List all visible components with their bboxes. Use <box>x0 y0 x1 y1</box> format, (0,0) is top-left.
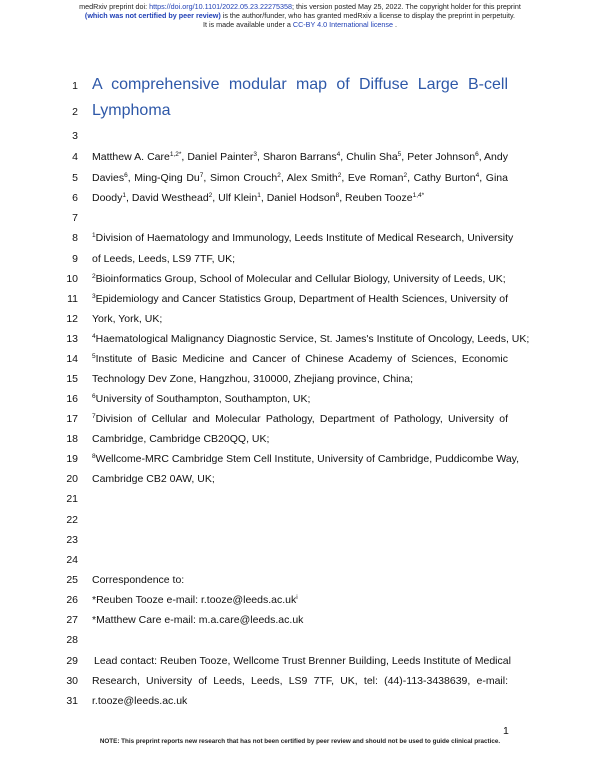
line-number: 11 <box>67 293 78 305</box>
preprint-header <box>0 2 600 29</box>
doi-link[interactable]: https://doi.org/10.1101/2022.05.23.22275358 <box>149 2 293 11</box>
line-number: 30 <box>66 675 78 687</box>
affiliation-7-line-2: Cambridge, Cambridge CB20QQ, UK; <box>92 433 270 445</box>
affiliation-3-line-1: $^3$Epidemiology and Cancer Statistics Group, Department of Health Sciences, University of <box>92 293 508 305</box>
affiliation-5-line-2: Technology Dev Zone, Hangzhou, 310000, Zhejiang province, China; <box>92 373 414 385</box>
line-number: 17 <box>66 413 78 425</box>
line-number: 25 <box>66 574 78 586</box>
line-number: 6 <box>72 192 78 204</box>
line-number: 23 <box>66 534 78 546</box>
affiliation-1-line-1: $^1$Division of Haematology and Immunology, Leeds Institute of Medical Research, University <box>92 232 514 244</box>
line-number: 2 <box>72 106 78 118</box>
lead-contact-line-2: Research, University of Leeds, Leeds, LS9 7TF, UK, tel: (44)-113-3438639, e-mail: <box>92 675 508 687</box>
line-number: 26 <box>66 594 78 606</box>
header-line-1: medRxiv preprint doi: https://doi.org/10.1101/2022.05.23.22275358; this version posted May 25, 2022. The copyright holder for this preprint <box>79 2 521 11</box>
line-number: 4 <box>72 151 78 163</box>
line-number: 3 <box>72 130 78 142</box>
line-number: 22 <box>66 514 78 526</box>
license-link[interactable]: CC-BY 4.0 International license <box>292 20 394 29</box>
line-number: 8 <box>72 232 78 244</box>
correspondence-heading: Correspondence to: <box>92 574 185 586</box>
authors-line-3: Doody$^1$, David Westhead$^2$, Ulf Klein$^1$, Daniel Hodson$^8$, Reuben Tooze$^{1,4*}$ <box>92 192 425 204</box>
line-number: 12 <box>66 313 78 325</box>
line-number: 19 <box>66 453 78 465</box>
line-number: 15 <box>66 373 78 385</box>
correspondence-tooze: *Reuben Tooze e-mail: $r.tooze@leeds.ac.uk^i$ <box>92 594 298 606</box>
line-number: 20 <box>66 473 78 485</box>
lead-contact-line-1: Lead contact: Reuben Tooze, Wellcome Trust Brenner Building, Leeds Institute of Medical <box>94 655 511 667</box>
line-number: 7 <box>72 212 78 224</box>
line-number: 31 <box>66 695 78 707</box>
paper-title-line-2: Lymphoma <box>92 102 171 119</box>
affiliation-8-line-2: Cambridge CB2 0AW, UK; <box>92 473 215 485</box>
line-number: 16 <box>66 393 78 405</box>
authors-line-1: Matthew A. Care$^{1,2*}$, Daniel Painter$^3$, Sharon Barrans$^4$, Chulin Sha$^5$, Peter Johnson$^6$, Andy <box>92 151 508 163</box>
authors-line-2: Davies$^6$, Ming-Qing Du$^7$, Simon Crouch$^2$, Alex Smith$^2$, Eve Roman$^2$, Cathy Burton$^4$, Gina <box>92 172 508 184</box>
line-number: 28 <box>66 634 78 646</box>
correspondence-care: *Matthew Care e-mail: m.a.care@leeds.ac.uk <box>92 614 304 626</box>
affiliation-4: $^4$Haematological Malignancy Diagnostic Service, St. James's Institute of Oncology, Leeds, UK; <box>92 333 530 345</box>
page-number: 1 <box>503 725 509 737</box>
line-number: 18 <box>66 433 78 445</box>
affiliation-1-line-2: of Leeds, Leeds, LS9 7TF, UK; <box>92 253 236 265</box>
line-number: 5 <box>72 172 78 184</box>
line-number: 21 <box>66 493 78 505</box>
line-number: 10 <box>66 273 78 285</box>
line-number: 14 <box>66 353 78 365</box>
line-number: 29 <box>66 655 78 667</box>
affiliation-7-line-1: $^7$Division of Cellular and Molecular Pathology, Department of Pathology, University of <box>92 413 508 425</box>
lead-contact-line-3: r.tooze@leeds.ac.uk <box>92 695 188 707</box>
affiliation-8-line-1: $^8$Wellcome-MRC Cambridge Stem Cell Institute, University of Cambridge, Puddicombe Way, <box>92 453 520 465</box>
header-line-2: (which was not certified by peer review) is the author/funder, who has granted medRxiv a license to display the preprint in perpetuity. <box>84 11 516 20</box>
affiliation-2: $^2$Bioinformatics Group, School of Molecular and Cellular Biology, University of Leeds, UK; <box>92 273 506 285</box>
line-number: 27 <box>66 614 78 626</box>
line-number: 13 <box>66 333 78 345</box>
affiliation-3-line-2: York, York, UK; <box>92 313 163 325</box>
affiliation-6: $^6$University of Southampton, Southampton, UK; <box>92 393 311 405</box>
paper-title-line-1: A comprehensive modular map of Diffuse Large B-cell <box>92 76 508 93</box>
line-number: 9 <box>72 253 78 265</box>
affiliation-5-line-1: $^5$Institute of Basic Medicine and Cancer of Chinese Academy of Sciences, Economic <box>92 353 508 365</box>
preprint-footer-note: NOTE: This preprint reports new research that has not been certified by peer review and should not be used to guide clinical practice. <box>99 738 501 745</box>
header-line-3: It is made available under a CC-BY 4.0 International license . <box>202 20 398 29</box>
line-number: 1 <box>72 80 78 92</box>
line-number: 24 <box>66 554 78 566</box>
